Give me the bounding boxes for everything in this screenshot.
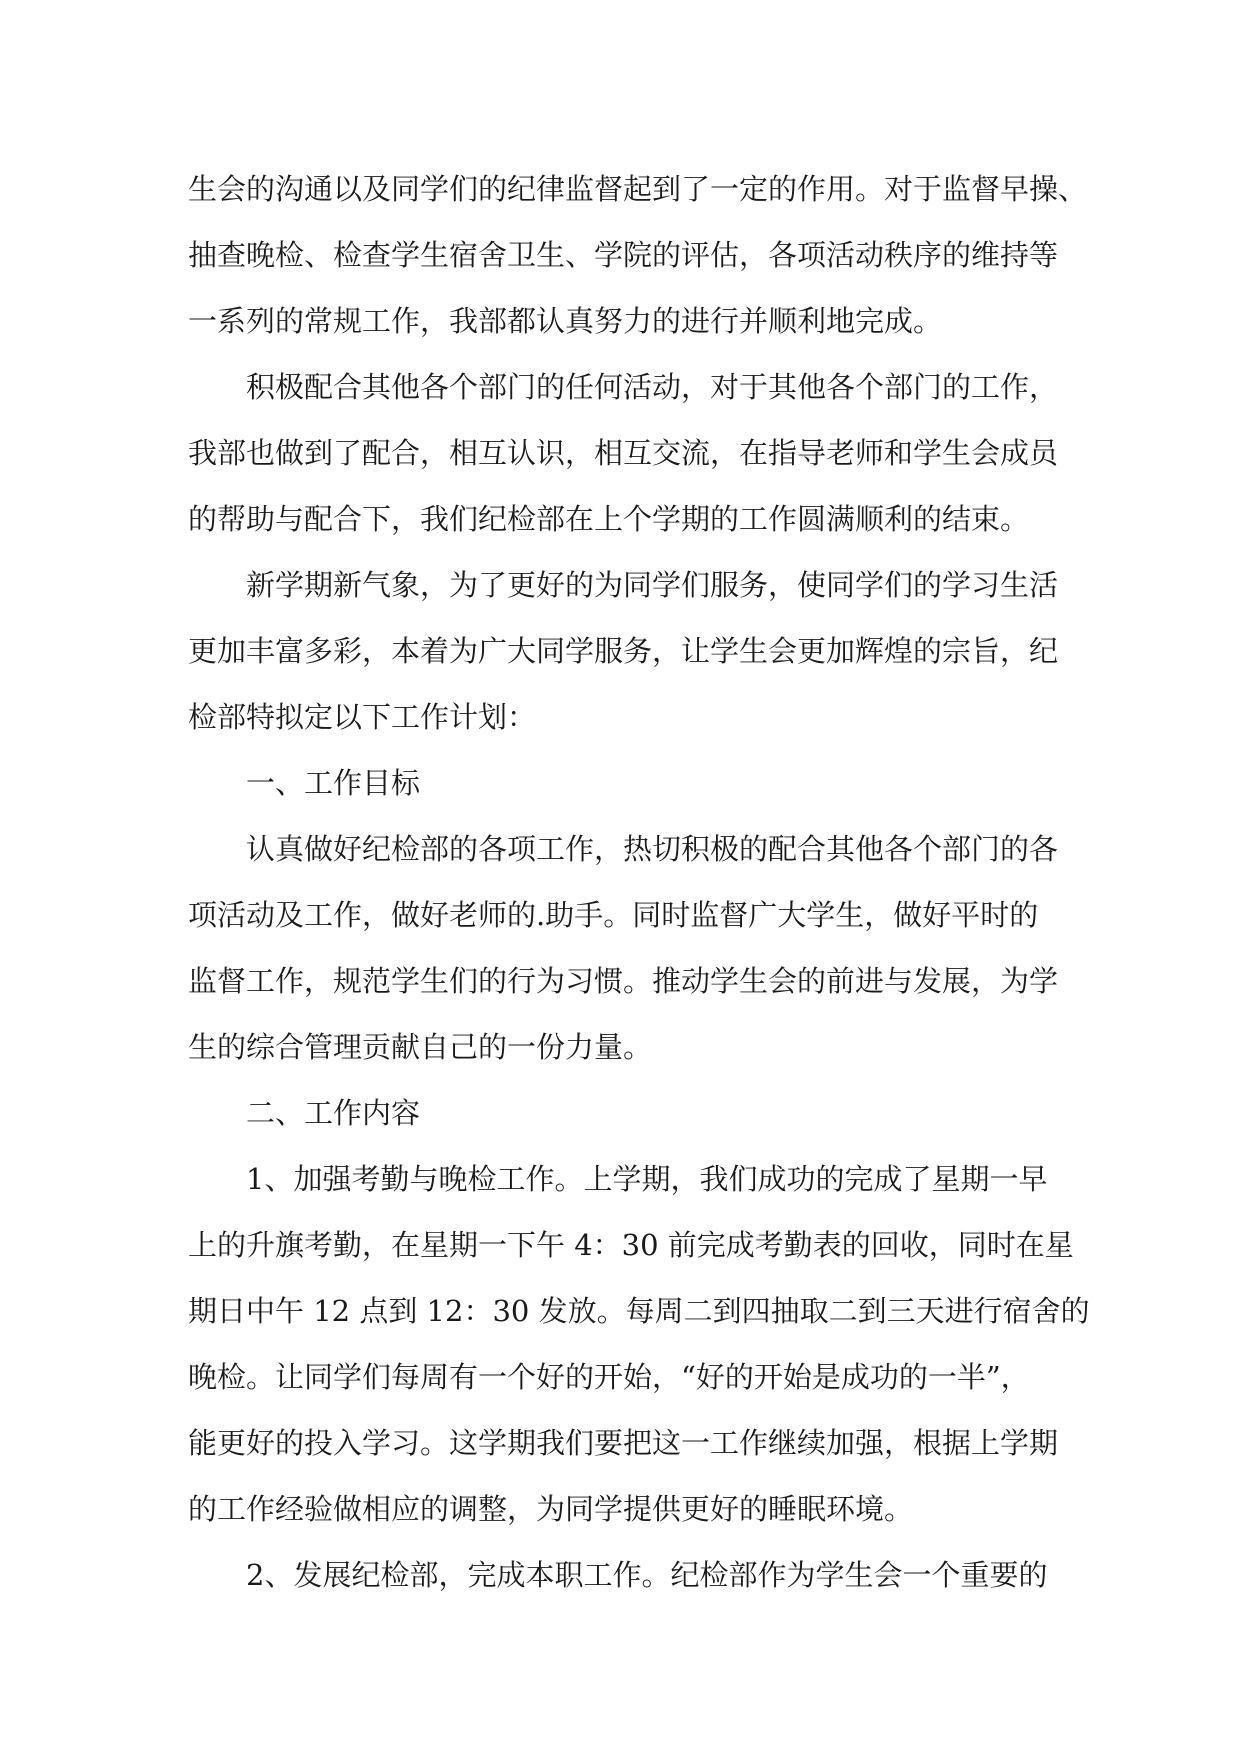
text-line: 的工作经验做相应的调整，为同学提供更好的睡眠环境。 xyxy=(188,1492,914,1526)
section-heading: 一、工作目标 xyxy=(246,766,421,800)
text-line: 期日中午 12 点到 12：30 发放。每周二到四抽取二到三天进行宿舍的 xyxy=(188,1294,1090,1328)
text-line: 能更好的投入学习。这学期我们要把这一工作继续加强，根据上学期 xyxy=(188,1426,1059,1460)
text-line: 生的综合管理贡献自己的一份力量。 xyxy=(188,1030,653,1064)
text-line: 监督工作，规范学生们的行为习惯。推动学生会的前进与发展，为学 xyxy=(188,964,1059,998)
paragraph-start-line: 积极配合其他各个部门的任何活动，对于其他各个部门的工作， xyxy=(246,370,1059,404)
text-line: 生会的沟通以及同学们的纪律监督起到了一定的作用。对于监督早操、 xyxy=(188,172,1088,206)
paragraph-start-line: 2、发展纪检部，完成本职工作。纪检部作为学生会一个重要的 xyxy=(246,1558,1048,1592)
text-line: 晚检。让同学们每周有一个好的开始，“好的开始是成功的一半”， xyxy=(188,1360,1030,1394)
text-line: 项活动及工作，做好老师的.助手。同时监督广大学生，做好平时的 xyxy=(188,898,1039,932)
text-line: 的帮助与配合下，我们纪检部在上个学期的工作圆满顺利的结束。 xyxy=(188,502,1030,536)
body-text xyxy=(188,156,1088,1608)
text-line: 我部也做到了配合，相互认识，相互交流，在指导老师和学生会成员 xyxy=(188,436,1059,470)
text-line: 上的升旗考勤，在星期一下午 4：30 前完成考勤表的回收，同时在星 xyxy=(188,1228,1074,1262)
section-heading: 二、工作内容 xyxy=(246,1096,421,1130)
paragraph-start-line: 认真做好纪检部的各项工作，热切积极的配合其他各个部门的各 xyxy=(246,832,1059,866)
text-line: 抽查晚检、检查学生宿舍卫生、学院的评估，各项活动秩序的维持等 xyxy=(188,238,1059,272)
paragraph-start-line: 新学期新气象，为了更好的为同学们服务，使同学们的学习生活 xyxy=(246,568,1059,602)
text-line: 更加丰富多彩，本着为广大同学服务，让学生会更加辉煌的宗旨，纪 xyxy=(188,634,1059,668)
text-line: 一系列的常规工作，我部都认真努力的进行并顺利地完成。 xyxy=(188,304,943,338)
paragraph-start-line: 1、加强考勤与晚检工作。上学期，我们成功的完成了星期一早 xyxy=(246,1162,1048,1196)
text-line: 检部特拟定以下工作计划： xyxy=(188,700,537,734)
